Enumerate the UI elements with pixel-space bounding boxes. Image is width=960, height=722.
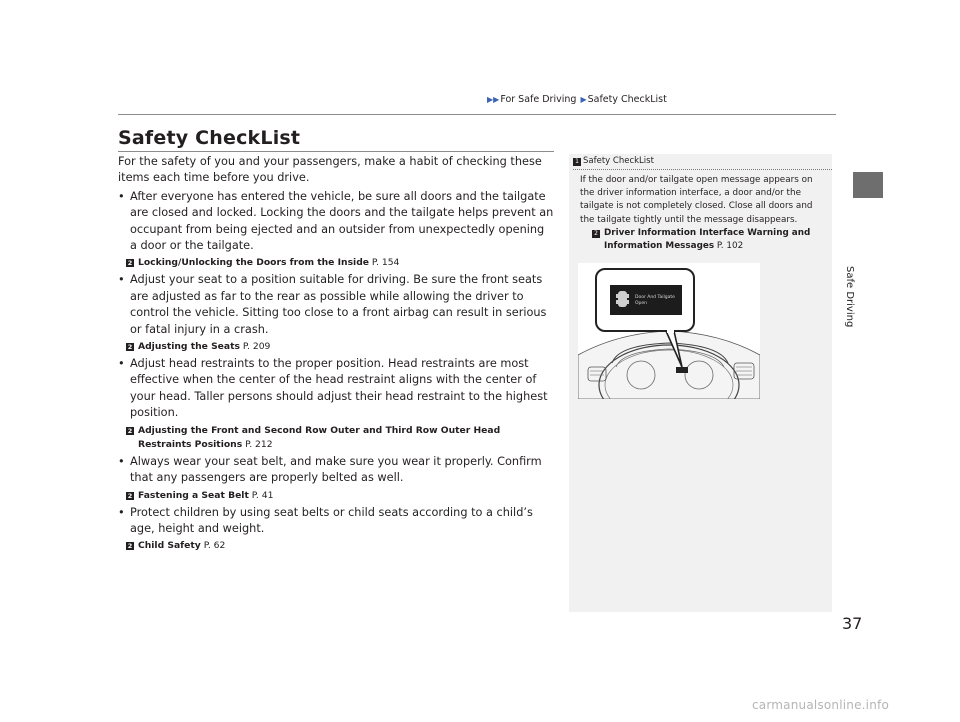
list-item-text: After everyone has entered the vehicle, be sure all doors and the tailgate are closed and locked. Locking the doors and the tailgate helps prevent an occupant from being ejected and an outsider from unexpectedly opening a door or the tailgate. bbox=[130, 189, 554, 253]
xref-title[interactable]: Locking/Unlocking the Doors from the Inside bbox=[138, 257, 369, 269]
breadcrumb-item[interactable]: Safety CheckList bbox=[587, 94, 667, 105]
xref-page: P. 154 bbox=[371, 257, 400, 269]
xref-page: P. 41 bbox=[251, 489, 274, 501]
list-item bbox=[118, 189, 554, 255]
sidebar-heading bbox=[573, 156, 654, 166]
cross-reference[interactable] bbox=[118, 539, 554, 553]
list-item bbox=[118, 272, 554, 338]
xref-page: P. 102 bbox=[716, 241, 744, 252]
cross-reference[interactable] bbox=[118, 256, 554, 270]
list-item bbox=[118, 454, 554, 487]
xref-title[interactable]: Adjusting the Front and Second Row Outer and Third Row Outer Head bbox=[138, 424, 501, 436]
xref-arrow-icon: 2 bbox=[127, 426, 133, 435]
list-item-text: Always wear your seat belt, and make sure you wear it properly. Confirm that any passengers are properly belted as well. bbox=[130, 454, 542, 485]
main-content bbox=[118, 154, 554, 555]
bullet-icon: • bbox=[118, 273, 125, 287]
arrow-right-icon: ▶▶ bbox=[487, 95, 500, 104]
xref-page: P. 212 bbox=[245, 438, 273, 450]
note-number-icon: 1 bbox=[573, 158, 581, 166]
list-item-text: Protect children by using seat belts or child seats according to a child’s age, height and weight. bbox=[130, 505, 533, 535]
cross-reference[interactable] bbox=[118, 424, 554, 452]
header-divider bbox=[118, 114, 836, 115]
xref-arrow-icon: 2 bbox=[127, 491, 133, 500]
bullet-icon: • bbox=[118, 454, 125, 468]
section-tab-label[interactable]: Safe Driving bbox=[844, 266, 855, 328]
xref-title[interactable]: Driver Information Interface Warning and bbox=[604, 228, 811, 238]
dashboard-graphic bbox=[578, 263, 760, 399]
xref-arrow-icon: 2 bbox=[127, 343, 133, 352]
xref-title-continued[interactable]: Information Messages bbox=[604, 241, 715, 252]
section-tab-marker bbox=[853, 172, 883, 198]
list-item-text: Adjust head restraints to the proper position. Head restraints are most effective when the center of the head restraint aligns with the center of your head. Taller persons should adjust their head restraint to the highest position. bbox=[130, 357, 548, 420]
xref-arrow-icon: 2 bbox=[592, 230, 600, 238]
xref-title[interactable]: Child Safety bbox=[138, 540, 201, 552]
page-title: Safety CheckList bbox=[118, 127, 301, 149]
arrow-right-icon: ▶ bbox=[580, 95, 587, 104]
screen-message: Door And Tailgate bbox=[635, 295, 675, 300]
cross-reference[interactable] bbox=[118, 340, 554, 354]
intro-text: For the safety of you and your passengers, make a habit of checking these items each time before you drive. bbox=[118, 155, 542, 185]
bullet-icon: • bbox=[118, 357, 125, 371]
screen-message-line2: Open bbox=[635, 301, 648, 306]
watermark: carmanualsonline.info bbox=[752, 698, 889, 712]
bullet-icon: • bbox=[118, 189, 125, 203]
title-divider bbox=[118, 151, 554, 152]
list-item-text: Adjust your seat to a position suitable for driving. Be sure the front seats are adjusted as far to the rear as possible while allowing the driver to control the vehicle. Sitting too close to a front airbag can result in serious or fatal injury in a crash. bbox=[130, 273, 547, 336]
dashboard-illustration bbox=[578, 263, 760, 399]
xref-page: P. 209 bbox=[242, 341, 271, 353]
xref-page: P. 62 bbox=[203, 540, 226, 552]
xref-title[interactable]: Adjusting the Seats bbox=[138, 341, 240, 353]
xref-title[interactable]: Fastening a Seat Belt bbox=[138, 489, 249, 501]
cross-reference[interactable] bbox=[118, 489, 554, 503]
xref-arrow-icon: 2 bbox=[127, 259, 133, 268]
breadcrumb bbox=[486, 94, 667, 105]
sidebar-cross-reference[interactable] bbox=[592, 227, 828, 253]
bullet-icon: • bbox=[118, 505, 125, 519]
xref-arrow-icon: 2 bbox=[127, 542, 133, 551]
sidebar-heading-text: Safety CheckList bbox=[583, 156, 654, 166]
sidebar-divider bbox=[573, 169, 832, 170]
xref-title-continued[interactable]: Restraints Positions bbox=[138, 438, 243, 450]
list-item bbox=[118, 356, 554, 422]
breadcrumb-item[interactable]: For Safe Driving bbox=[500, 94, 577, 105]
list-item bbox=[118, 505, 554, 538]
page-number: 37 bbox=[842, 614, 863, 633]
sidebar-text: If the door and/or tailgate open message appears on the driver information interface, a door and/or the tailgate is not completely closed. Close all doors and the tailgate tightly until the message disappears. bbox=[580, 175, 813, 225]
